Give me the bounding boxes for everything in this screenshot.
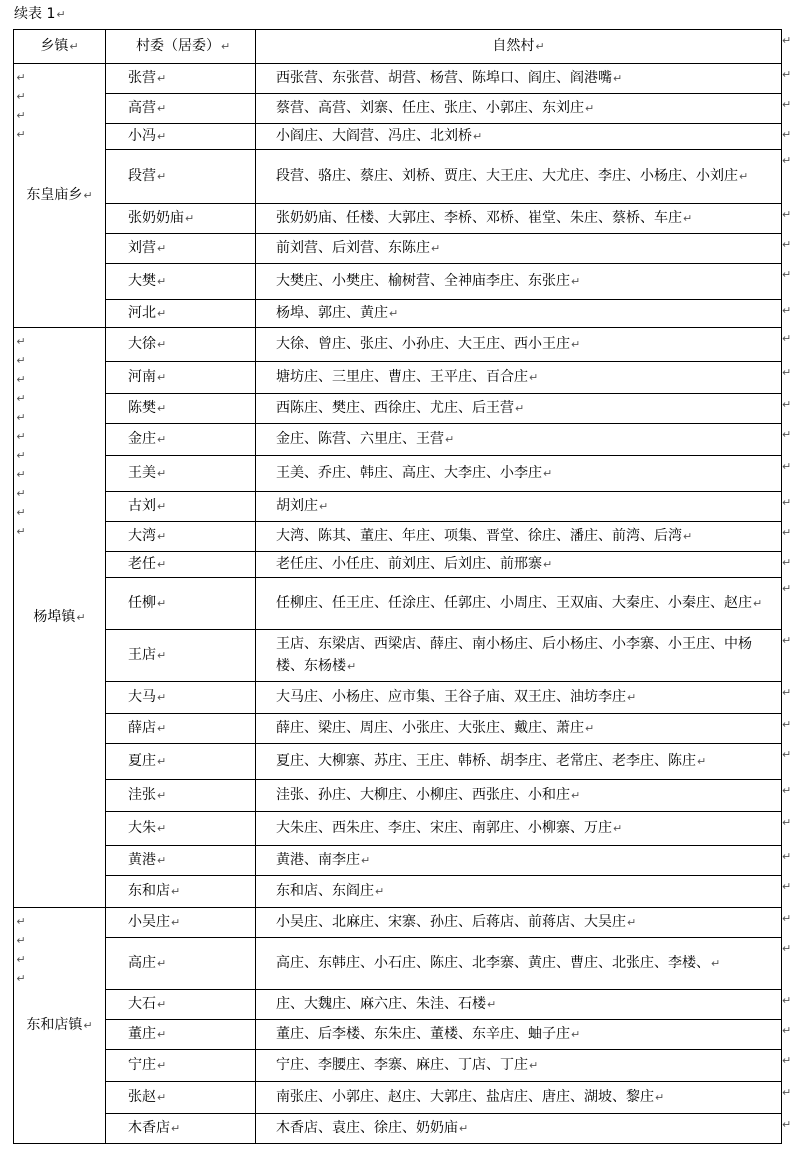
table-row (14, 812, 782, 846)
committee-cell (106, 990, 256, 1020)
natural-village-cell (256, 456, 782, 492)
town-name: 东皇庙乡 (26, 187, 83, 203)
table-row (14, 456, 782, 492)
table-row (14, 578, 782, 630)
committee-name: 薛店 (128, 720, 156, 736)
natural-village-list: 宁庄、李腰庄、李寨、麻庄、丁店、丁庄 (276, 1057, 528, 1073)
natural-village-list: 黄港、南李庄 (276, 852, 360, 868)
natural-village-cell (256, 492, 782, 522)
table-row (14, 714, 782, 744)
committee-name: 大马 (128, 689, 156, 705)
natural-village-cell (256, 424, 782, 456)
natural-village-list: 金庄、陈营、六里庄、王营 (276, 431, 444, 447)
committee-cell (106, 124, 256, 150)
committee-cell (106, 876, 256, 908)
committee-name: 高庄 (128, 955, 156, 971)
paragraph-mark: ↵ (157, 307, 167, 320)
row-end-mark: ↵ (782, 849, 792, 863)
paragraph-marks: ↵ ↵ ↵ ↵ (16, 71, 26, 141)
paragraph-mark: ↵ (571, 338, 581, 351)
natural-village-list: 塘坊庄、三里庄、曹庄、王平庄、百合庄 (276, 369, 528, 385)
table-row (14, 300, 782, 328)
committee-name: 大徐 (128, 336, 156, 352)
natural-village-cell (256, 938, 782, 990)
natural-village-cell (256, 234, 782, 264)
row-end-mark: ↵ (782, 1053, 792, 1067)
table-row (14, 1020, 782, 1050)
table-row (14, 682, 782, 714)
natural-village-list: 王店、东梁店、西梁店、薛庄、南小杨庄、后小杨庄、小李寨、小王庄、中杨楼、东杨楼 (276, 636, 752, 674)
committee-cell (106, 630, 256, 682)
committee-cell (106, 328, 256, 362)
table-row (14, 394, 782, 424)
natural-village-list: 蔡营、高营、刘寨、任庄、张庄、小郭庄、东刘庄 (276, 100, 584, 116)
row-end-mark: ↵ (782, 815, 792, 829)
row-end-mark: ↵ (782, 303, 792, 317)
natural-village-list: 小阎庄、大阎营、冯庄、北刘桥 (276, 128, 472, 144)
committee-cell (106, 1082, 256, 1114)
paragraph-mark: ↵ (157, 102, 167, 115)
paragraph-mark: ↵ (83, 1019, 93, 1032)
natural-village-cell (256, 812, 782, 846)
natural-village-cell (256, 64, 782, 94)
natural-village-list: 张奶奶庙、任楼、大郭庄、李桥、邓桥、崔堂、朱庄、蔡桥、车庄 (276, 210, 682, 226)
natural-village-cell (256, 630, 782, 682)
natural-village-cell (256, 846, 782, 876)
natural-village-list: 薛庄、梁庄、周庄、小张庄、大张庄、戴庄、萧庄 (276, 720, 584, 736)
paragraph-mark: ↵ (157, 467, 167, 480)
committee-name: 河北 (128, 305, 156, 321)
committee-cell (106, 362, 256, 394)
paragraph-mark: ↵ (319, 500, 329, 513)
committee-name: 大朱 (128, 820, 156, 836)
natural-village-cell (256, 300, 782, 328)
table-row (14, 1114, 782, 1144)
natural-village-list: 西张营、东张营、胡营、杨营、陈埠口、阎庄、阎港嘴 (276, 70, 612, 86)
row-end-mark: ↵ (782, 331, 792, 345)
paragraph-mark: ↵ (171, 1122, 181, 1135)
paragraph-mark: ↵ (157, 433, 167, 446)
committee-name: 段营 (128, 168, 156, 184)
paragraph-mark: ↵ (683, 530, 693, 543)
natural-village-list: 段营、骆庄、蔡庄、刘桥、贾庄、大王庄、大尤庄、李庄、小杨庄、小刘庄 (276, 168, 738, 184)
paragraph-mark: ↵ (753, 597, 763, 610)
paragraph-mark: ↵ (157, 722, 167, 735)
committee-name: 董庄 (128, 1026, 156, 1042)
paragraph-mark: ↵ (711, 957, 721, 970)
paragraph-mark: ↵ (585, 722, 595, 735)
table-row (14, 846, 782, 876)
paragraph-mark: ↵ (157, 854, 167, 867)
paragraph-mark: ↵ (487, 998, 497, 1011)
committee-cell (106, 204, 256, 234)
paragraph-mark: ↵ (157, 1091, 167, 1104)
paragraph-mark: ↵ (157, 691, 167, 704)
row-end-mark: ↵ (782, 783, 792, 797)
paragraph-mark: ↵ (157, 402, 167, 415)
row-end-mark: ↵ (782, 1085, 792, 1099)
town-cell (14, 908, 106, 1144)
natural-village-cell (256, 1114, 782, 1144)
committee-name: 大石 (128, 996, 156, 1012)
committee-cell (106, 492, 256, 522)
committee-name: 小吴庄 (128, 914, 170, 930)
town-cell (14, 328, 106, 908)
table-row (14, 234, 782, 264)
paragraph-mark: ↵ (627, 916, 637, 929)
paragraph-mark: ↵ (389, 307, 399, 320)
paragraph-mark: ↵ (739, 170, 749, 183)
paragraph-mark: ↵ (571, 789, 581, 802)
committee-cell (106, 846, 256, 876)
natural-village-cell (256, 124, 782, 150)
row-end-mark: ↵ (782, 555, 792, 569)
committee-cell (106, 714, 256, 744)
table-row (14, 124, 782, 150)
committee-cell (106, 234, 256, 264)
paragraph-mark: ↵ (157, 822, 167, 835)
natural-village-list: 小吴庄、北麻庄、宋寨、孙庄、后蒋店、前蒋店、大吴庄 (276, 914, 626, 930)
row-end-mark: ↵ (782, 427, 792, 441)
row-end-mark: ↵ (782, 685, 792, 699)
village-table (13, 29, 782, 1144)
committee-name: 王店 (128, 647, 156, 663)
header-town: 乡镇↵ (14, 30, 106, 64)
row-end-mark: ↵ (782, 397, 792, 411)
row-end-mark: ↵ (782, 879, 792, 893)
table-row (14, 552, 782, 578)
natural-village-list: 木香店、袁庄、徐庄、奶奶庙 (276, 1120, 458, 1136)
natural-village-list: 大朱庄、西朱庄、李庄、宋庄、南郭庄、小柳寨、万庄 (276, 820, 612, 836)
committee-cell (106, 522, 256, 552)
paragraph-mark: ↵ (171, 885, 181, 898)
committee-name: 木香店 (128, 1120, 170, 1136)
header-natural-village: 自然村↵ (256, 30, 782, 64)
committee-name: 任柳 (128, 595, 156, 611)
header-row (14, 30, 782, 64)
row-end-mark: ↵ (782, 717, 792, 731)
committee-cell (106, 578, 256, 630)
paragraph-mark: ↵ (157, 371, 167, 384)
committee-name: 古刘 (128, 498, 156, 514)
natural-village-cell (256, 394, 782, 424)
natural-village-cell (256, 1082, 782, 1114)
committee-name: 大湾 (128, 528, 156, 544)
natural-village-cell (256, 744, 782, 780)
paragraph-mark: ↵ (157, 649, 167, 662)
committee-name: 东和店 (128, 883, 170, 899)
paragraph-mark: ↵ (157, 130, 167, 143)
committee-cell (106, 150, 256, 204)
row-end-mark: ↵ (782, 365, 792, 379)
natural-village-list: 王美、乔庄、韩庄、高庄、大李庄、小李庄 (276, 465, 542, 481)
paragraph-mark: ↵ (431, 242, 441, 255)
committee-cell (106, 780, 256, 812)
committee-name: 陈樊 (128, 400, 156, 416)
table-row (14, 64, 782, 94)
paragraph-mark: ↵ (157, 957, 167, 970)
table-row (14, 990, 782, 1020)
natural-village-cell (256, 552, 782, 578)
committee-cell (106, 94, 256, 124)
natural-village-cell (256, 1050, 782, 1082)
table-row (14, 1050, 782, 1082)
paragraph-mark: ↵ (157, 558, 167, 571)
paragraph-mark: ↵ (157, 755, 167, 768)
paragraph-mark: ↵ (157, 500, 167, 513)
natural-village-list: 大徐、曾庄、张庄、小孙庄、大王庄、西小王庄 (276, 336, 570, 352)
row-end-mark: ↵ (782, 1117, 792, 1131)
row-end-mark: ↵ (782, 207, 792, 221)
committee-cell (106, 682, 256, 714)
paragraph-mark: ↵ (613, 72, 623, 85)
committee-cell (106, 1114, 256, 1144)
table-row (14, 424, 782, 456)
row-end-mark: ↵ (782, 67, 792, 81)
row-end-mark: ↵ (782, 911, 792, 925)
committee-name: 王美 (128, 465, 156, 481)
committee-cell (106, 1050, 256, 1082)
paragraph-mark: ↵ (697, 755, 707, 768)
row-end-mark: ↵ (782, 33, 792, 47)
row-end-mark: ↵ (782, 459, 792, 473)
table-row (14, 744, 782, 780)
row-end-mark: ↵ (782, 941, 792, 955)
committee-cell (106, 64, 256, 94)
paragraph-mark: ↵ (185, 212, 195, 225)
natural-village-cell (256, 94, 782, 124)
natural-village-list: 洼张、孙庄、大柳庄、小柳庄、西张庄、小和庄 (276, 787, 570, 803)
paragraph-mark: ↵ (585, 102, 595, 115)
paragraph-mark: ↵ (76, 611, 86, 624)
paragraph-mark: ↵ (157, 789, 167, 802)
natural-village-list: 高庄、东韩庄、小石庄、陈庄、北李寨、黄庄、曹庄、北张庄、李楼、 (276, 955, 710, 971)
paragraph-mark: ↵ (683, 212, 693, 225)
table-row (14, 94, 782, 124)
natural-village-cell (256, 578, 782, 630)
town-name: 东和店镇 (26, 1017, 83, 1033)
header-committee: 村委（居委）↵ (106, 30, 256, 64)
paragraph-mark: ↵ (157, 275, 167, 288)
natural-village-cell (256, 780, 782, 812)
table-row (14, 630, 782, 682)
natural-village-list: 任柳庄、任王庄、任涂庄、任郭庄、小周庄、王双庙、大秦庄、小秦庄、赵庄 (276, 595, 752, 611)
natural-village-list: 前刘营、后刘营、东陈庄 (276, 240, 430, 256)
natural-village-cell (256, 1020, 782, 1050)
paragraph-mark: ↵ (361, 854, 371, 867)
paragraph-mark: ↵ (83, 189, 93, 202)
table-row (14, 1082, 782, 1114)
committee-cell (106, 394, 256, 424)
paragraph-mark: ↵ (157, 530, 167, 543)
paragraph-mark: ↵ (445, 433, 455, 446)
natural-village-cell (256, 150, 782, 204)
committee-name: 夏庄 (128, 753, 156, 769)
natural-village-list: 南张庄、小郭庄、赵庄、大郭庄、盐店庄、唐庄、湖坡、黎庄 (276, 1089, 654, 1105)
table-row (14, 150, 782, 204)
committee-name: 河南 (128, 369, 156, 385)
paragraph-mark: ↵ (571, 275, 581, 288)
table-row (14, 780, 782, 812)
committee-name: 黄港 (128, 852, 156, 868)
committee-name: 小冯 (128, 128, 156, 144)
natural-village-list: 夏庄、大柳寨、苏庄、王庄、韩桥、胡李庄、老常庄、老李庄、陈庄 (276, 753, 696, 769)
paragraph-marks: ↵ ↵ ↵ ↵ ↵ ↵ ↵ ↵ ↵ ↵ ↵ (16, 335, 26, 538)
paragraph-mark: ↵ (157, 597, 167, 610)
paragraph-mark: ↵ (375, 885, 385, 898)
natural-village-list: 胡刘庄 (276, 498, 318, 514)
committee-name: 金庄 (128, 431, 156, 447)
committee-cell (106, 908, 256, 938)
natural-village-list: 大马庄、小杨庄、应市集、王谷子庙、双王庄、油坊李庄 (276, 689, 626, 705)
paragraph-mark: ↵ (627, 691, 637, 704)
row-end-mark: ↵ (782, 1023, 792, 1037)
table-row (14, 362, 782, 394)
table-row (14, 492, 782, 522)
table-row (14, 908, 782, 938)
committee-name: 刘营 (128, 240, 156, 256)
table-row (14, 522, 782, 552)
paragraph-mark: ↵ (157, 998, 167, 1011)
table-row (14, 328, 782, 362)
paragraph-mark: ↵ (347, 660, 357, 673)
paragraph-mark: ↵ (529, 371, 539, 384)
committee-cell (106, 300, 256, 328)
paragraph-mark: ↵ (515, 402, 525, 415)
paragraph-mark: ↵ (157, 72, 167, 85)
paragraph-mark: ↵ (655, 1091, 665, 1104)
natural-village-list: 东和店、东阎庄 (276, 883, 374, 899)
committee-cell (106, 812, 256, 846)
row-end-mark: ↵ (782, 633, 792, 647)
natural-village-cell (256, 876, 782, 908)
table-row (14, 876, 782, 908)
committee-name: 老任 (128, 556, 156, 572)
paragraph-mark: ↵ (157, 242, 167, 255)
committee-name: 洼张 (128, 787, 156, 803)
committee-cell (106, 938, 256, 990)
committee-cell (106, 456, 256, 492)
committee-name: 张营 (128, 70, 156, 86)
natural-village-cell (256, 362, 782, 394)
natural-village-cell (256, 264, 782, 300)
paragraph-mark: ↵ (473, 130, 483, 143)
paragraph-marks: ↵ ↵ ↵ ↵ (16, 915, 26, 985)
committee-cell (106, 1020, 256, 1050)
committee-name: 高营 (128, 100, 156, 116)
natural-village-cell (256, 908, 782, 938)
natural-village-cell (256, 522, 782, 552)
table-caption: 续表 1↵ (14, 6, 66, 22)
committee-cell (106, 264, 256, 300)
natural-village-cell (256, 714, 782, 744)
natural-village-list: 老任庄、小任庄、前刘庄、后刘庄、前邢寨 (276, 556, 542, 572)
committee-cell (106, 552, 256, 578)
paragraph-mark: ↵ (171, 916, 181, 929)
paragraph-mark: ↵ (157, 170, 167, 183)
row-end-mark: ↵ (782, 127, 792, 141)
town-name: 杨埠镇 (33, 609, 76, 625)
natural-village-list: 董庄、后李楼、东朱庄、董楼、东辛庄、蚰子庄 (276, 1026, 570, 1042)
natural-village-list: 杨埠、郭庄、黄庄 (276, 305, 388, 321)
row-end-mark: ↵ (782, 237, 792, 251)
committee-name: 张赵 (128, 1089, 156, 1105)
town-cell (14, 64, 106, 328)
natural-village-cell (256, 328, 782, 362)
paragraph-mark: ↵ (543, 558, 553, 571)
committee-name: 张奶奶庙 (128, 210, 184, 226)
committee-name: 宁庄 (128, 1057, 156, 1073)
paragraph-mark: ↵ (613, 822, 623, 835)
paragraph-mark: ↵ (571, 1028, 581, 1041)
natural-village-cell (256, 204, 782, 234)
table-row (14, 204, 782, 234)
paragraph-mark: ↵ (459, 1122, 469, 1135)
row-end-mark: ↵ (782, 747, 792, 761)
paragraph-mark: ↵ (529, 1059, 539, 1072)
natural-village-cell (256, 990, 782, 1020)
committee-name: 大樊 (128, 273, 156, 289)
row-end-mark: ↵ (782, 581, 792, 595)
row-end-mark: ↵ (782, 993, 792, 1007)
natural-village-list: 大湾、陈其、董庄、年庄、项集、晋堂、徐庄、潘庄、前湾、后湾 (276, 528, 682, 544)
committee-cell (106, 424, 256, 456)
row-end-mark: ↵ (782, 97, 792, 111)
natural-village-cell (256, 682, 782, 714)
committee-cell (106, 744, 256, 780)
row-end-mark: ↵ (782, 267, 792, 281)
natural-village-list: 庄、大魏庄、麻六庄、朱洼、石楼 (276, 996, 486, 1012)
row-end-mark: ↵ (782, 153, 792, 167)
natural-village-list: 大樊庄、小樊庄、榆树营、全神庙李庄、东张庄 (276, 273, 570, 289)
table-row (14, 264, 782, 300)
paragraph-mark: ↵ (543, 467, 553, 480)
natural-village-list: 西陈庄、樊庄、西徐庄、尤庄、后王营 (276, 400, 514, 416)
paragraph-mark: ↵ (157, 1059, 167, 1072)
paragraph-mark: ↵ (157, 1028, 167, 1041)
paragraph-mark: ↵ (157, 338, 167, 351)
row-end-mark: ↵ (782, 495, 792, 509)
row-end-mark: ↵ (782, 525, 792, 539)
table-row (14, 938, 782, 990)
